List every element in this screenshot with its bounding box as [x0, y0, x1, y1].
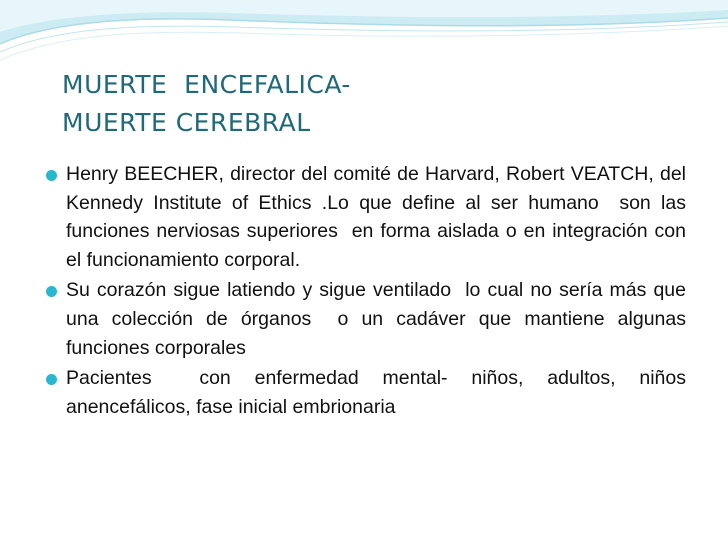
- bullet-dot-icon: [46, 286, 57, 297]
- slide-title: [62, 66, 351, 142]
- bullet-text: Pacientes con enfermedad mental- niños, adultos, niños anencefálicos, fase inicial embrionaria: [66, 367, 692, 418]
- bullet-item: [44, 364, 692, 421]
- bullet-text: Henry BEECHER, director del comité de Harvard, Robert VEATCH, del Kennedy Institute of Ethics .Lo que define al ser humano son las funciones nerviosas superiores en forma aislada o en integración con el funcionamiento corporal.: [66, 163, 692, 271]
- slide-title-line-2: MUERTE CEREBRAL: [62, 108, 311, 137]
- bullet-dot-icon: [46, 374, 57, 385]
- bullet-item: [44, 160, 692, 274]
- bullet-dot-icon: [46, 170, 57, 181]
- bullet-text: Su corazón sigue latiendo y sigue ventilado lo cual no sería más que una colección de órganos o un cadáver que mantiene algunas funciones corporales: [66, 279, 692, 359]
- slide-title-line-1: MUERTE ENCEFALICA-: [62, 70, 351, 99]
- bullet-list: [44, 160, 692, 423]
- bullet-item: [44, 276, 692, 362]
